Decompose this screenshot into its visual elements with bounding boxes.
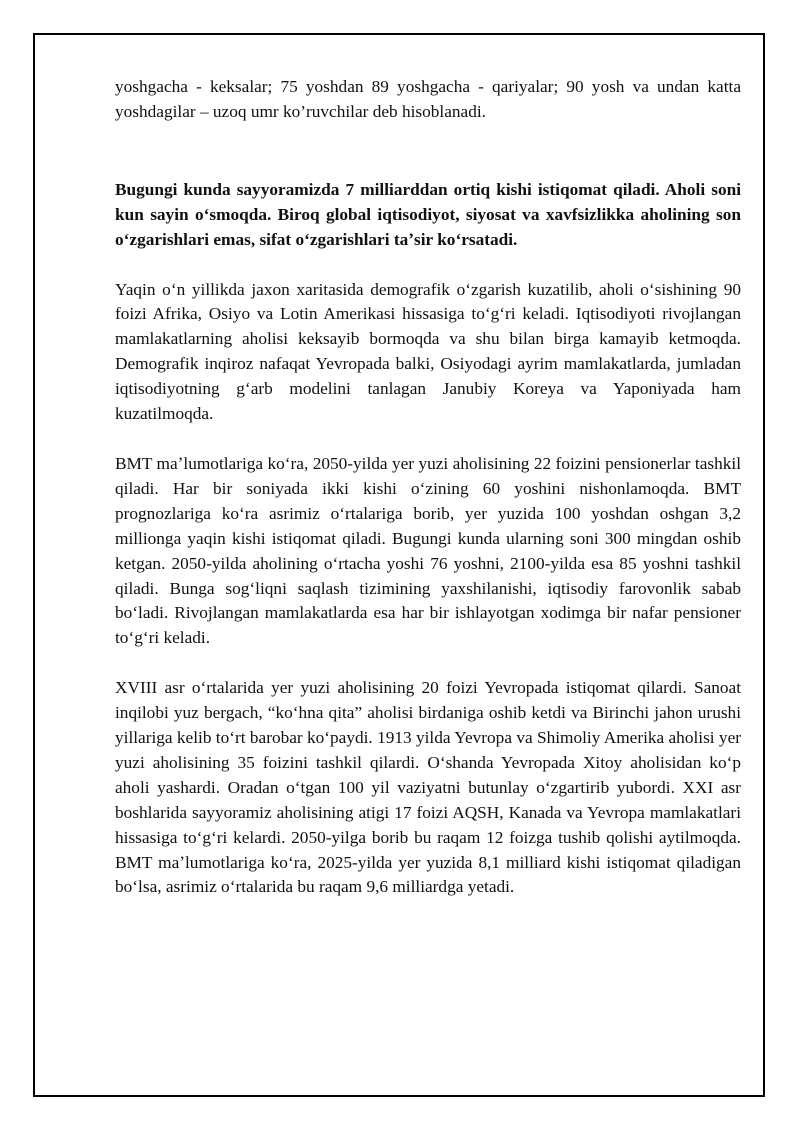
paragraph-demographic-change: Yaqin oʻn yillikda jaxon xaritasida demografik oʻzgarish kuzatilib, aholi oʻsishining 90 foizi Afrika, Osiyo va Lotin Amerikasi hissasiga toʻgʻri keladi. Iqtisodiyoti rivojlangan mamlakatlarning aholisi keksayib bormoqda va shu bilan birga kamayib ketmoqda. Demografik inqiroz nafaqat Yevropada balki, Osiyodagi ayrim mamlakatlarda, jumladan iqtisodiyotning gʻarb modelini tanlagan Janubiy Koreya va Yaponiyada ham kuzatilmoqda. — [115, 279, 741, 424]
document-body — [115, 75, 741, 900]
paragraph-un-forecast: BMT maʼlumotlariga koʻra, 2050-yilda yer yuzi aholisining 22 foizini pensionerlar tashkil qiladi. Har bir soniyada ikki kishi oʻzining 60 yoshini nishonlamoqda. BMT prognozlariga koʻra asrimiz oʻrtalariga borib, yer yuzida 100 yoshdan oshgan 3,2 millionga yaqin kishi istiqomat qiladi. Bugungi kunda ularning soni 300 mingdan oshib ketgan. 2050-yilda aholining oʻrtacha yoshi 76 yoshni, 2100-yilda esa 85 yoshni tashkil qiladi. Bunga sogʻliqni saqlash tizimining yaxshilanishi, iqtisodiy farovonlik sabab boʻladi. Rivojlangan mamlakatlarda esa har bir ishlayotgan xodimga bir nafar pensioner toʻgʻri keladi. — [115, 453, 741, 648]
paragraph-age-categories: yoshgacha - keksalar; 75 yoshdan 89 yoshgacha - qariyalar; 90 yosh va undan katta yoshdagilar – uzoq umr ko’ruvchilar deb hisoblanadi. — [115, 77, 741, 121]
paragraph-lead-bold: Bugungi kunda sayyoramizda 7 milliarddan ortiq kishi istiqomat qiladi. Aholi soni kun sayin oʻsmoqda. Biroq global iqtisodiyot, siyosat va xavfsizlikka aholining son oʻzgarishlari emas, sifat oʻzgarishlari taʼsir koʻrsatadi. — [115, 179, 741, 249]
paragraph-europe-history: XVIII asr oʻrtalarida yer yuzi aholisining 20 foizi Yevropada istiqomat qilardi. Sanoat inqilobi yuz bergach, “koʻhna qita” aholisi birdaniga oshib ketdi va Birinchi jahon urushi yillariga kelib toʻrt barobar koʻpaydi. 1913 yilda Yevropa va Shimoliy Amerika aholisi yer yuzi aholisining 35 foizini tashkil qilardi. Oʻshanda Yevropada Xitoy aholisidan koʻp aholi yashardi. Oradan oʻtgan 100 yil vaziyatni butunlay oʻzgartirib yubordi. XXI asr boshlarida sayyoramiz aholisining atigi 17 foizi AQSH, Kanada va Yevropa mamlakatlari hissasiga toʻgʻri kelardi. 2050-yilga borib bu raqam 12 foizga tushib qolishi aytilmoqda. BMT maʼlumotlariga koʻra, 2025-yilda yer yuzida 8,1 milliard kishi istiqomat qiladigan boʻlsa, asrimiz oʻrtalarida bu raqam 9,6 milliardga yetadi. — [115, 678, 741, 897]
